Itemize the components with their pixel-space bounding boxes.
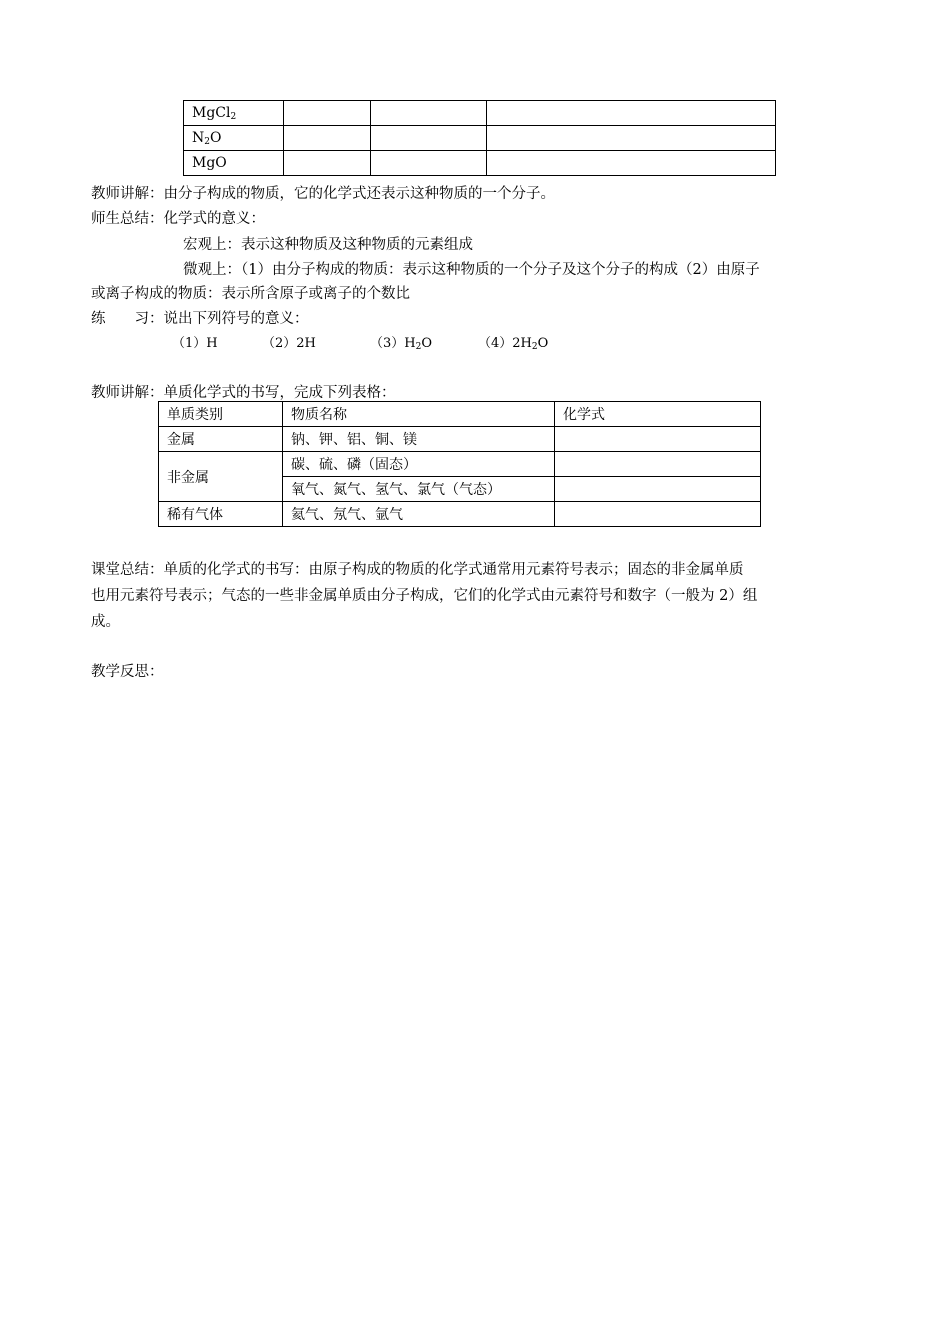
empty-cell bbox=[284, 101, 371, 126]
formula-cell: MgO bbox=[184, 151, 284, 176]
formula-table bbox=[183, 100, 776, 176]
empty-cell bbox=[371, 151, 487, 176]
empty-cell bbox=[371, 101, 487, 126]
table-row bbox=[184, 126, 776, 151]
category-cell: 非金属 bbox=[159, 452, 283, 502]
practice-item: （1）H bbox=[172, 336, 218, 351]
header-cell: 单质类别 bbox=[159, 402, 283, 427]
formula-answer-cell[interactable] bbox=[555, 477, 761, 502]
practice-label: 练 习：说出下列符号的意义： bbox=[91, 311, 309, 327]
teaching-reflection: 教学反思： bbox=[91, 664, 164, 680]
macro-meaning: 宏观上：表示这种物质及这种物质的元素组成 bbox=[183, 237, 473, 253]
category-cell: 稀有气体 bbox=[159, 502, 283, 527]
empty-cell bbox=[284, 126, 371, 151]
table-header-row bbox=[159, 402, 761, 427]
names-cell: 氧气、氮气、氢气、氯气（气态） bbox=[283, 477, 555, 502]
summary-label: 师生总结：化学式的意义： bbox=[91, 211, 265, 227]
table-row bbox=[184, 151, 776, 176]
lecture-paragraph: 教师讲解：由分子构成的物质，它的化学式还表示这种物质的一个分子。 bbox=[91, 186, 555, 202]
elements-table bbox=[158, 401, 761, 527]
empty-cell bbox=[487, 126, 776, 151]
formula-answer-cell[interactable] bbox=[555, 452, 761, 477]
practice-item: （2）2H bbox=[262, 336, 316, 351]
lecture-paragraph: 教师讲解：单质化学式的书写，完成下列表格： bbox=[91, 385, 396, 401]
empty-cell bbox=[284, 151, 371, 176]
names-cell: 钠、钾、铝、铜、镁 bbox=[283, 427, 555, 452]
category-cell: 金属 bbox=[159, 427, 283, 452]
formula-cell: $N_2O$ bbox=[184, 126, 284, 151]
empty-cell bbox=[487, 151, 776, 176]
practice-item: $(3)H_2O$ bbox=[370, 336, 433, 352]
class-summary-line3: 成。 bbox=[91, 614, 120, 630]
names-cell: 碳、硫、磷（固态） bbox=[283, 452, 555, 477]
names-cell: 氦气、氖气、氩气 bbox=[283, 502, 555, 527]
table-row bbox=[159, 502, 761, 527]
empty-cell bbox=[487, 101, 776, 126]
header-cell: 物质名称 bbox=[283, 402, 555, 427]
table-row bbox=[184, 101, 776, 126]
formula-cell: MgCl$_2$ bbox=[184, 101, 284, 126]
empty-cell bbox=[371, 126, 487, 151]
micro-meaning-line1: 微观上：（1）由分子构成的物质：表示这种物质的一个分子及这个分子的构成（2）由原子 bbox=[183, 262, 760, 278]
class-summary-line2: 也用元素符号表示；气态的一些非金属单质由分子构成，它们的化学式由元素符号和数字（一般为 2）组 bbox=[91, 588, 758, 604]
table-row bbox=[159, 427, 761, 452]
formula-answer-cell[interactable] bbox=[555, 502, 761, 527]
header-cell: 化学式 bbox=[555, 402, 761, 427]
micro-meaning-line2: 或离子构成的物质：表示所含原子或离子的个数比 bbox=[91, 286, 410, 302]
practice-item: $(4)2H_2O$ bbox=[478, 336, 549, 352]
table-row bbox=[159, 452, 761, 477]
formula-answer-cell[interactable] bbox=[555, 427, 761, 452]
class-summary-line1: 课堂总结：单质的化学式的书写：由原子构成的物质的化学式通常用元素符号表示；固态的非金属单质 bbox=[91, 562, 744, 578]
